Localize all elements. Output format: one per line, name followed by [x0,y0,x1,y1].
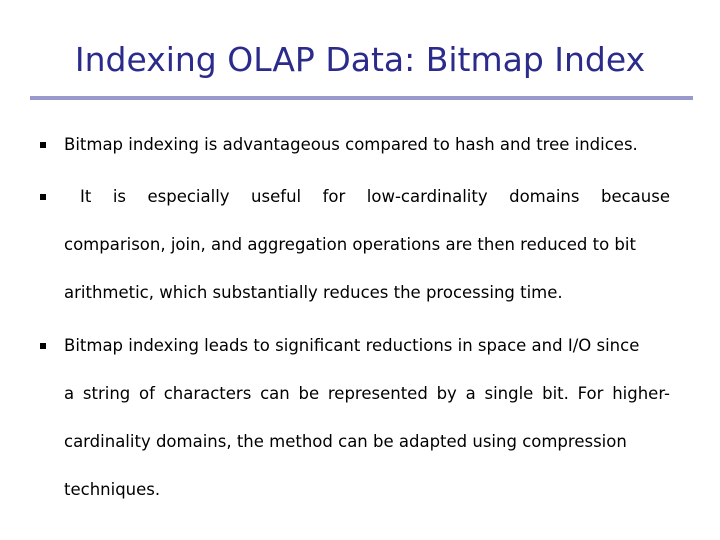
bullet-square-icon [40,142,46,148]
bullet-2-line-2: comparison, join, and aggregation operations are then reduced to bit [64,235,636,254]
bullet-3-line-2: a string of characters can be represented by a single bit. For higher- [64,384,670,403]
bullet-square-icon [40,343,46,349]
bullet-3-line-4: techniques. [64,480,161,499]
slide-title: Indexing OLAP Data: Bitmap Index [74,40,646,79]
bullet-square-icon [40,194,46,200]
bullet-1-line-1: Bitmap indexing is advantageous compared to hash and tree indices. [64,135,638,154]
bullet-3-line-1: Bitmap indexing leads to significant reductions in space and I/O since [64,336,640,355]
bullet-2-line-1: It is especially useful for low-cardinality domains because [80,187,670,206]
bullet-2-line-3: arithmetic, which substantially reduces the processing time. [64,283,563,302]
bullet-3-line-3: cardinality domains, the method can be adapted using compression [64,432,627,451]
